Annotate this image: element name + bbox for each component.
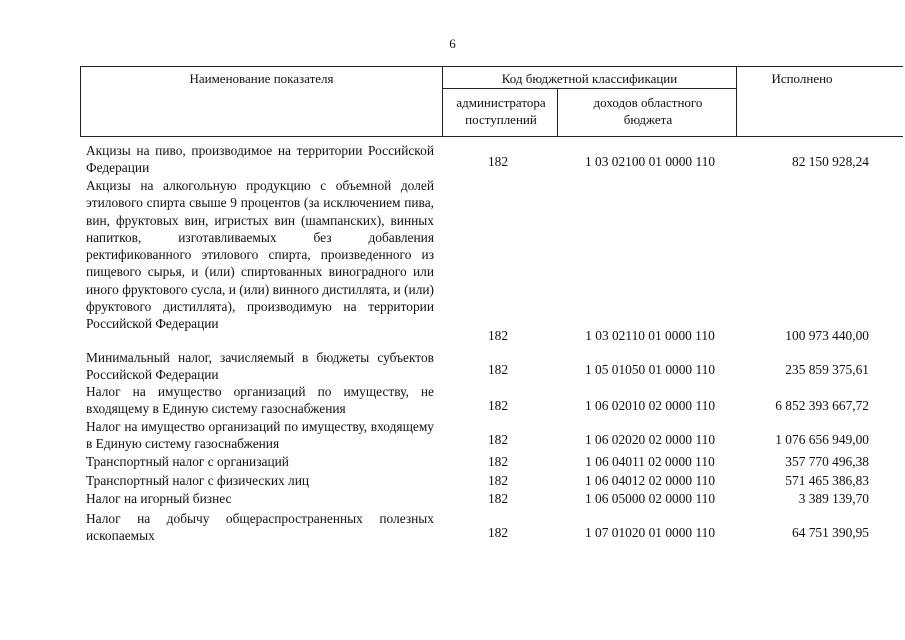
row-name: Минимальный налог, зачисляемый в бюджеты субъектов Российской Федерации: [86, 350, 434, 383]
header-bottom-border: [80, 136, 903, 137]
row-admin: 182: [487, 362, 509, 377]
row-amount: 571 465 386,83: [785, 473, 869, 488]
row-admin: 182: [487, 328, 509, 343]
row-name: Акцизы на пиво, производимое на территории Российской Федерации: [86, 143, 434, 176]
row-code: 1 03 02100 01 0000 110: [584, 154, 716, 169]
row-admin: 182: [487, 525, 509, 540]
row-name: Транспортный налог с организаций: [86, 454, 289, 469]
row-admin: 182: [487, 473, 509, 488]
row-name: Акцизы на алкогольную продукцию с объемной долей этилового спирта свыше 9 процентов (за исключением пива, вин, фруктовых вин, игристых вин (шампанских), винных напитков, изготавливаемых без добавления ректификованного этилового спирта, произведенного из пищевого сырья, и (или) спиртованных виноградного или иного фруктового сусла, и (или) винного дистиллята, и (или) фруктового дистиллята), производимую на территории Российской Федерации: [86, 178, 434, 332]
row-amount: 357 770 496,38: [785, 454, 869, 469]
row-code: 1 06 02020 02 0000 110: [584, 432, 716, 447]
row-admin: 182: [487, 154, 509, 169]
row-amount: 1 076 656 949,00: [775, 432, 869, 447]
header-divider-admin: [557, 88, 558, 137]
row-admin: 182: [487, 454, 509, 469]
row-name: Налог на игорный бизнес: [86, 491, 232, 506]
header-divider-code-group: [442, 88, 736, 89]
row-code: 1 03 02110 01 0000 110: [585, 328, 715, 343]
header-col-code-group: Код бюджетной классификации: [501, 71, 678, 86]
header-top-border: [80, 66, 903, 67]
row-name: Налог на имущество организаций по имуществу, не входящему в Единую систему газоснабжения: [86, 384, 434, 417]
row-code: 1 06 04012 02 0000 110: [584, 473, 716, 488]
row-name: Налог на имущество организаций по имуществу, входящему в Единую систему газоснабжения: [86, 419, 434, 452]
row-code: 1 06 02010 02 0000 110: [584, 398, 716, 413]
header-col-admin: администратора поступлений: [456, 95, 546, 127]
row-admin: 182: [487, 398, 509, 413]
row-admin: 182: [487, 491, 509, 506]
row-name: Налог на добычу общераспространенных полезных ископаемых: [86, 511, 434, 544]
row-admin: 182: [487, 432, 509, 447]
row-amount: 82 150 928,24: [792, 154, 869, 169]
header-col-done: Исполнено: [771, 71, 833, 86]
row-amount: 6 852 393 667,72: [775, 398, 869, 413]
row-amount: 235 859 375,61: [785, 362, 869, 377]
row-name: Транспортный налог с физических лиц: [86, 473, 310, 488]
row-amount: 100 973 440,00: [785, 328, 869, 343]
row-amount: 3 389 139,70: [798, 491, 869, 506]
row-code: 1 06 04011 02 0000 110: [585, 454, 715, 469]
header-col-income: доходов областного бюджета: [593, 95, 703, 127]
row-code: 1 07 01020 01 0000 110: [584, 525, 716, 540]
header-col-name: Наименование показателя: [189, 71, 334, 86]
page-number: 6: [449, 36, 456, 51]
row-amount: 64 751 390,95: [792, 525, 869, 540]
row-code: 1 05 01050 01 0000 110: [584, 362, 716, 377]
row-code: 1 06 05000 02 0000 110: [584, 491, 716, 506]
